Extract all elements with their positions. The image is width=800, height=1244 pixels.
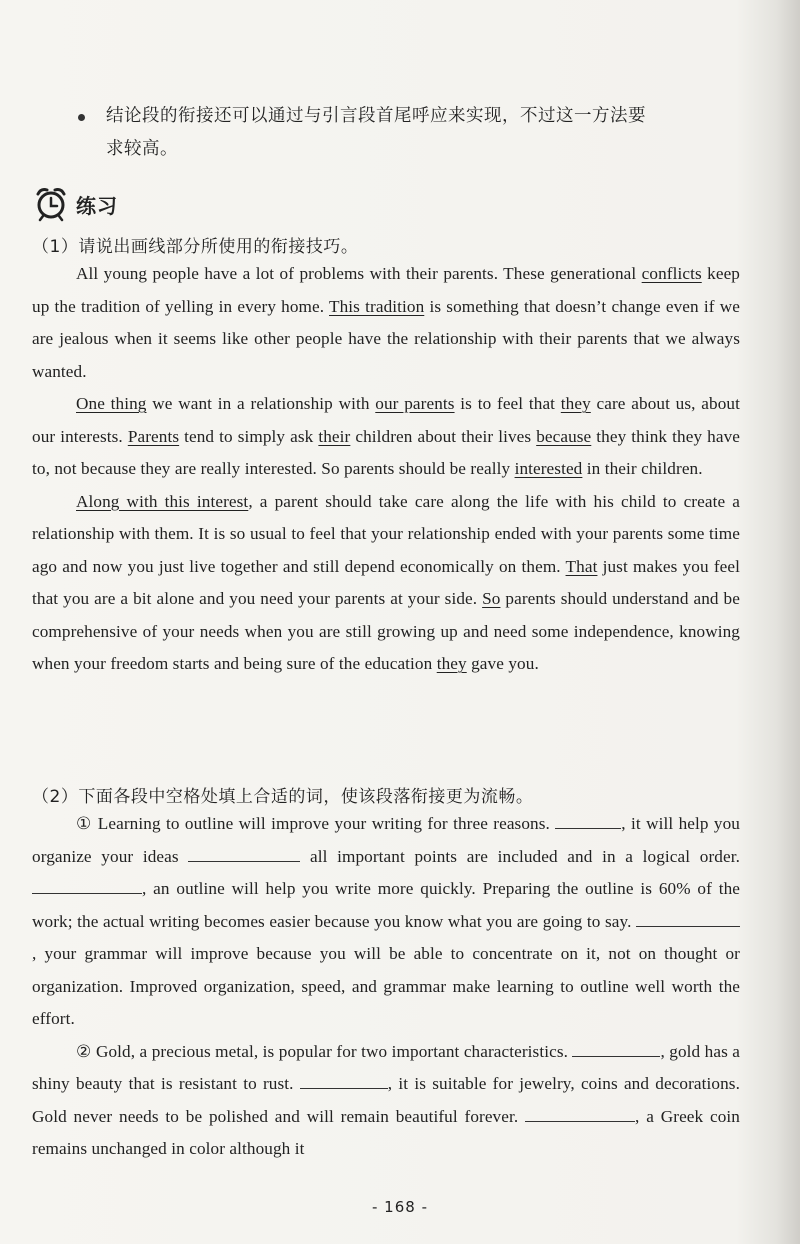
- exercise-heading: [32, 184, 118, 224]
- exercise-paragraph-1: ① Learning to outline will improve your writing for three reasons. , it will help you organize your ideas all important points are included and in a logical order. , an outline will help you write more quickly. Preparing the outline is 60% of the work; the actual writing becomes easier because you know what you are going to say. , your grammar will improve because you will be able to concentrate on it, not on thought or organization. Improved organization, speed, and grammar make learning to outline well worth the effort.: [32, 814, 740, 1028]
- underlined-phrase: That: [565, 556, 598, 576]
- underlined-phrase: interested: [514, 459, 583, 478]
- underlined-phrase: Parents: [127, 426, 180, 446]
- question-2-title: （2）下面各段中空格处填上合适的词，使该段落衔接更为流畅。: [32, 787, 534, 807]
- underlined-phrase: conflicts: [641, 264, 702, 283]
- underlined-phrase: This tradition: [329, 296, 425, 316]
- bullet-dot-icon: [78, 114, 85, 121]
- question-1-passage: [32, 258, 740, 681]
- answer-blank[interactable]: [636, 910, 740, 927]
- bullet-note: [76, 100, 746, 166]
- page-number: - 168 -: [372, 1198, 428, 1216]
- answer-blank[interactable]: [300, 1072, 388, 1089]
- underlined-phrase: our parents: [375, 394, 455, 413]
- underlined-phrase: their: [318, 426, 351, 446]
- passage-paragraph-2: One thing we want in a relationship with our parents is to feel that they care about us, about our interests. Parents tend to simply ask their children about their lives because they think they have to, not because they are really interested. So parents should be really interested in their children.: [32, 394, 740, 478]
- exercise-paragraph-2: ② Gold, a precious metal, is popular for two important characteristics. , gold has a shiny beauty that is resistant to rust. , it is suitable for jewelry, coins and decorations. Gold never needs to be polished and will remain beautiful forever. , a Greek coin remains unchanged in color although it: [32, 1041, 741, 1158]
- underlined-phrase: because: [536, 426, 592, 446]
- underlined-phrase: One thing: [76, 394, 147, 413]
- bullet-text-line2: 求较高。: [106, 139, 178, 159]
- answer-blank[interactable]: [188, 845, 300, 862]
- underlined-phrase: they: [436, 654, 467, 673]
- answer-blank[interactable]: [572, 1040, 660, 1057]
- question-2-passage: [32, 808, 740, 1166]
- passage-paragraph-1: All young people have a lot of problems with their parents. These generational conflicts keep up the tradition of yelling in every home. This tradition is something that doesn’t change even if we are jealous when it seems like other people have the relationship with their parents that we always wanted.: [32, 264, 740, 381]
- underlined-phrase: So: [482, 589, 501, 608]
- alarm-clock-icon: [32, 185, 70, 223]
- exercise-title: 练习: [76, 193, 118, 218]
- underlined-phrase: they: [560, 394, 591, 413]
- passage-paragraph-3: Along with this interest, a parent should take care along the life with his child to create a relationship with them. It is so usual to feel that your relationship ended with your parents some time ago and now you just live together and still depend economically on them. That just makes you feel that you are a bit alone and you need your parents at your side. So parents should understand and be comprehensive of your needs when you are still growing up and need some independence, knowing when your freedom starts and being sure of the education they gave you.: [32, 491, 741, 673]
- answer-blank[interactable]: [555, 812, 621, 829]
- underlined-phrase: Along with this interest: [76, 491, 249, 511]
- question-1-title: （1）请说出画线部分所使用的衔接技巧。: [32, 237, 359, 257]
- bullet-text-line1: 结论段的衔接还可以通过与引言段首尾呼应来实现，不过这一方法要: [106, 106, 646, 126]
- answer-blank[interactable]: [32, 877, 142, 894]
- answer-blank[interactable]: [525, 1105, 635, 1122]
